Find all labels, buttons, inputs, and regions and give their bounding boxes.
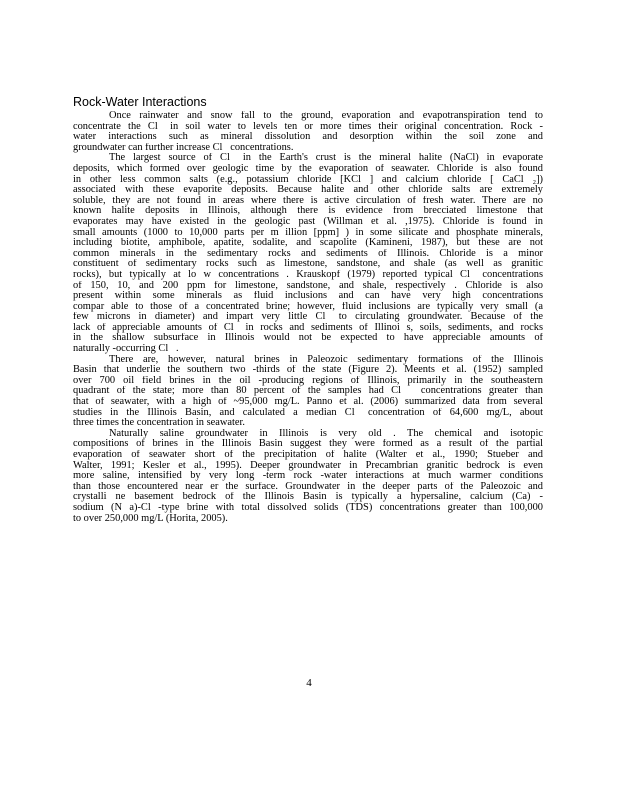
text-line: evaporation of seawater short of the precipitation of halite (Walter et al., 1990; Stueber and <box>73 450 543 460</box>
text-line: Once rainwater and snow fall to the ground, evaporation and evapotranspiration tend to <box>109 111 543 121</box>
paragraph <box>73 111 543 153</box>
text-line: deposits, which formed over geologic time by the evaporation of seawater. Chloride is also found <box>73 163 543 174</box>
text-line: to over 250,000 mg/L (Horita, 2005). <box>73 513 228 524</box>
text-line: small amounts (1000 to 10,000 parts per m illion [ppm] ) in some silicate and phosphate minerals, <box>73 227 543 238</box>
text-line: over 700 oil field brines in the oil -producing regions of Illinois, primarily in the southeastern <box>73 375 543 386</box>
text-line: There are, however, natural brines in Paleozoic sedimentary formations of the Illinois <box>109 354 543 365</box>
text-line: studies in the Illinois Basin, and calculated a median Cl ¯concentration of 64,600 mg/L, about <box>73 407 543 418</box>
section-heading: Rock-Water Interactions <box>73 95 207 109</box>
text-line: common minerals in the sedimentary rocks and sediments of Illinois. Chloride is a minor <box>73 248 543 259</box>
text-line: Basin that underlie the southern two -thirds of the state (Figure 2). Meents et al. (1952) sampled <box>73 365 543 376</box>
text-line: quadrant of the state; more than 80 percent of the samples had Cl ¯ concentrations greater than <box>73 386 543 397</box>
text-line: naturally -occurring Cl ¯. <box>73 344 179 355</box>
paragraph <box>73 429 543 524</box>
text-line: known halite deposits in Illinois, although there is evidence from brecciated limestone that <box>73 206 543 217</box>
text-line: present within some minerals as fluid inclusions and can have very high concentrations <box>73 291 543 302</box>
paragraph <box>73 355 543 429</box>
text-line: three times the concentration in seawater. <box>73 418 245 429</box>
text-line: of 150, 10, and 200 ppm for limestone, sandstone, and shale, respectively . Chloride is also <box>73 280 543 291</box>
text-line: evaporates may have existed in the geologic past (Willman et al. ,1975). Chloride is found in <box>73 216 543 227</box>
text-line: associated with these evaporite deposits. Because halite and other chloride salts are extremely <box>73 185 543 196</box>
text-line: groundwater can further increase Cl ¯concentrations. <box>73 142 294 153</box>
text-line: few microns in diameter) and impart very little Cl ¯to circulating groundwater. Because of the <box>73 312 543 323</box>
text-line: soluble, they are not found in areas where there is active circulation of fresh water. There are no <box>73 195 543 206</box>
text-line: Walter, 1991; Kesler et al., 1995). Deeper groundwater in Precambrian granitic bedrock is even <box>73 460 543 471</box>
body-text <box>73 111 543 524</box>
text-line: compar able to those of a concentrated brine; however, fluid inclusions are typically very small (a <box>73 301 543 312</box>
text-line: crystalli ne basement bedrock of the Illinois Basin is typically a hypersaline, calcium (Ca) - <box>73 492 543 503</box>
text-line: than those encountered near er the surface. Groundwater in the deeper parts of the Paleozoic and <box>73 481 543 492</box>
text-line: compositions of brines in the Illinois Basin suggest they were formed as a result of the partial <box>73 439 543 450</box>
text-line: in other less common salts (e.g., potassium chloride [KCl ] and calcium chloride [ CaCl ₂]) <box>73 174 543 185</box>
text-line: rocks), but typically at lo w concentrations . Krauskopf (1979) reported typical Cl ¯concentrations <box>73 269 543 280</box>
text-line: lack of appreciable amounts of Cl ¯in rocks and sediments of Illinoi s, soils, sediments, and rocks <box>73 322 543 333</box>
page-number: 4 <box>306 677 312 689</box>
paragraph <box>73 153 543 354</box>
text-line: Naturally saline groundwater in Illinois is very old . The chemical and isotopic <box>109 428 543 439</box>
text-line: more saline, intensified by very long -term rock -water interactions at much warmer conditions <box>73 471 543 482</box>
text-line: in the shallow subsurface in Illinois would not be expected to have appreciable amounts of <box>73 333 543 344</box>
text-line: The largest source of Cl ¯in the Earth's crust is the mineral halite (NaCl) in evaporate <box>109 153 543 164</box>
text-line: concentrate the Cl¯ in soil water to levels ten or more times their original concentration. Rock - <box>73 121 543 132</box>
text-line: including biotite, amphibole, apatite, sodalite, and scapolite (Kamineni, 1987), but these are not <box>73 238 543 249</box>
text-line: sodium (N a)-Cl -type brine with total dissolved solids (TDS) concentrations greater than 100,000 <box>73 502 543 513</box>
text-line: that of seawater, with a high of ~95,000 mg/L. Panno et al. (2006) summarized data from several <box>73 397 543 408</box>
text-line: water interactions such as mineral dissolution and desorption within the soil zone and <box>73 132 543 143</box>
text-line: constituent of sedimentary rocks such as limestone, sandstone, and shale (as well as granitic <box>73 259 543 270</box>
